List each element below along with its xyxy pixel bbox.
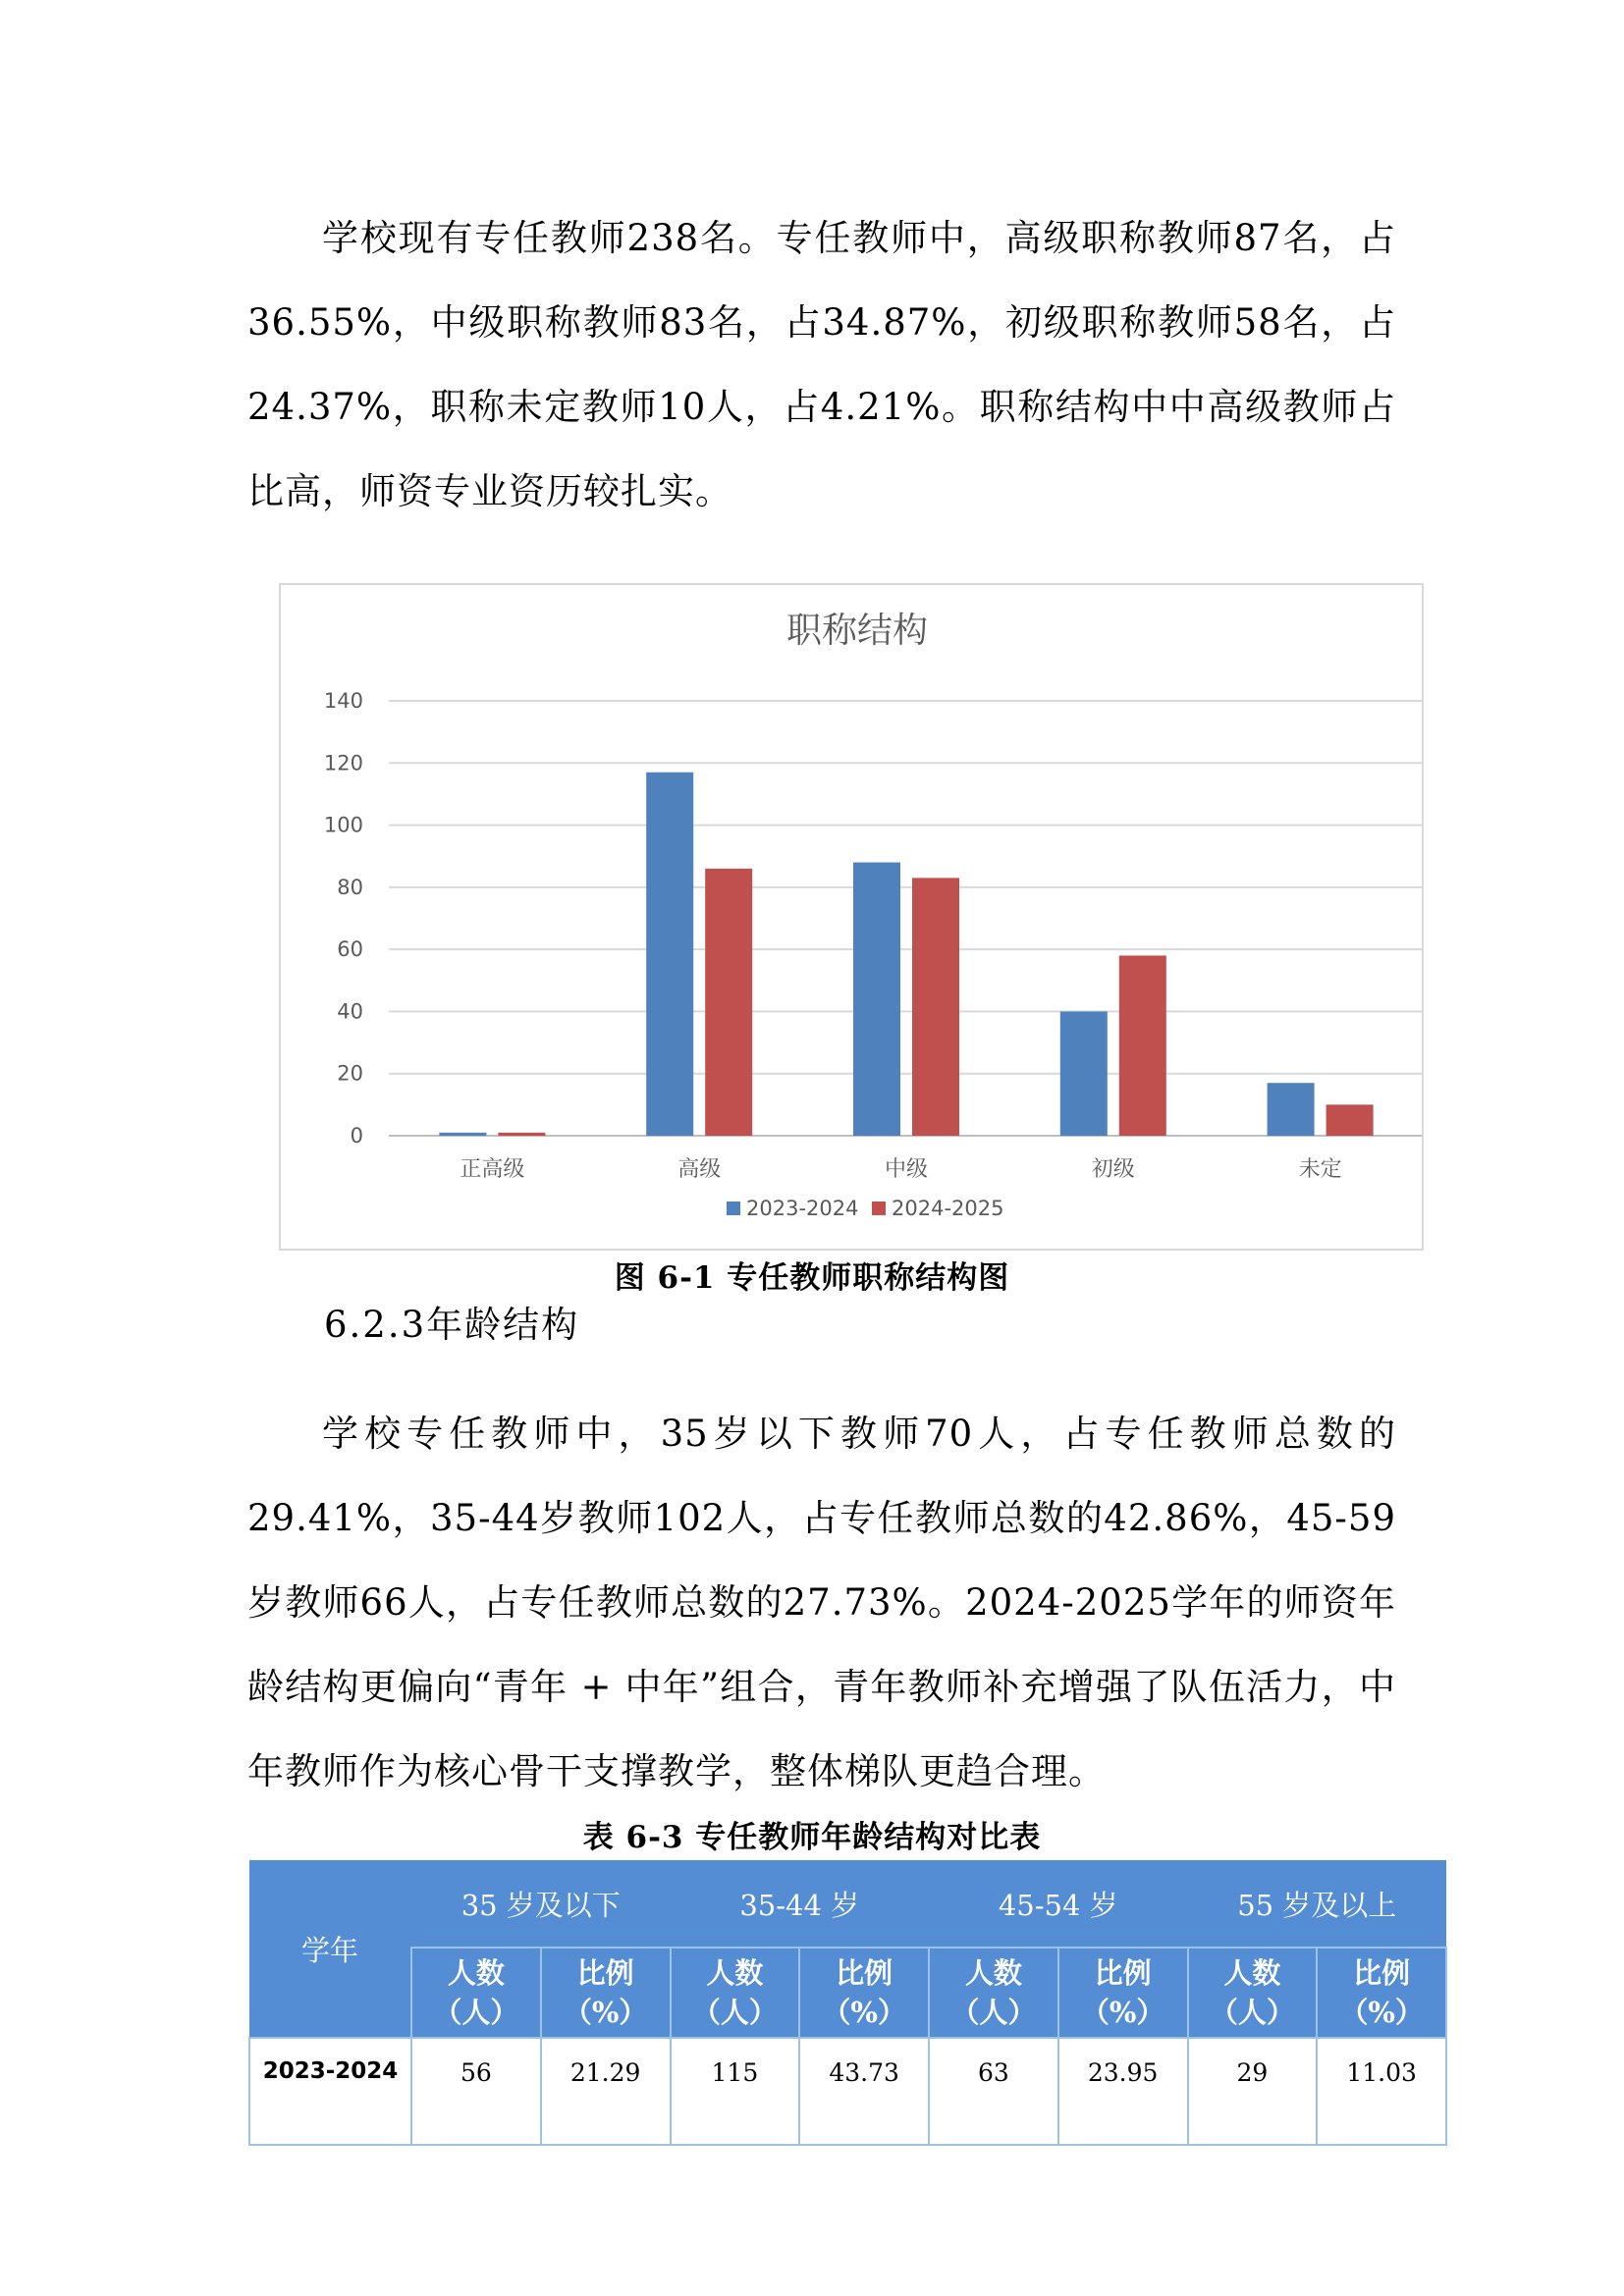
- y-tick-label: 40: [337, 999, 363, 1024]
- bar: [646, 773, 693, 1136]
- group-header: 35-44 岁: [671, 1860, 930, 1948]
- count-cell: 56: [411, 2038, 541, 2145]
- paragraph-text: 学校专任教师中，35岁以下教师70人，占专任教师总数的29.41%，35-44岁教师102人，占专任教师总数的42.86%，45-59岁教师66人，占专任教师总数的27.73%。2024-2025学年的师资年龄结构更偏向“青年 + 中年”组合，青年教师补充增强了队伍活力，中年教师作为核心骨干支撑教学，整体梯队更趋合理。: [247, 1413, 1396, 1792]
- x-tick-label: 正高级: [460, 1157, 525, 1182]
- year-cell: 2023-2024: [249, 2038, 411, 2145]
- bar: [1268, 1083, 1315, 1136]
- chart-svg: [281, 585, 1422, 1249]
- age-paragraph: [247, 1392, 1396, 1814]
- ratio-header: 比例（%）: [799, 1948, 929, 2038]
- paragraph-text: 学校现有专任教师238名。专任教师中，高级职称教师87名，占36.55%，中级职称教师83名，占34.87%，初级职称教师58名，占24.37%，职称未定教师10人，占4.21%。职称结构中中高级教师占比高，师资专业资历较扎实。: [247, 217, 1396, 512]
- y-tick-label: 120: [323, 751, 363, 775]
- bar: [439, 1133, 486, 1136]
- count-header: 人数（人）: [929, 1948, 1058, 2038]
- x-tick-label: 未定: [1298, 1157, 1342, 1182]
- table-subheader-row: [249, 1948, 1446, 2038]
- legend-label: 2024-2025: [892, 1197, 1004, 1220]
- ratio-header: 比例（%）: [1317, 1948, 1446, 2038]
- intro-paragraph: [247, 196, 1396, 534]
- bar: [705, 869, 752, 1136]
- chart-title: 职称结构: [785, 611, 929, 651]
- group-header: 45-54 岁: [929, 1860, 1188, 1948]
- table-header-row: [249, 1860, 1446, 1948]
- figure-caption: 图 6-1 专任教师职称结构图: [614, 1260, 1010, 1296]
- table-caption: 表 6-3 专任教师年龄结构对比表: [582, 1820, 1042, 1855]
- count-header: 人数（人）: [411, 1948, 541, 2038]
- y-tick-label: 20: [337, 1061, 363, 1086]
- year-header: 学年: [249, 1860, 411, 2038]
- ratio-cell: 11.03: [1317, 2038, 1446, 2145]
- ratio-cell: 43.73: [799, 2038, 929, 2145]
- section-heading: 6.2.3年龄结构: [324, 1304, 580, 1346]
- count-header: 人数（人）: [1188, 1948, 1318, 2038]
- group-header: 55 岁及以上: [1188, 1860, 1447, 1948]
- age-structure-table: [248, 1860, 1447, 2146]
- bar: [853, 863, 900, 1136]
- bar: [1326, 1104, 1374, 1136]
- bar: [1119, 955, 1166, 1136]
- y-tick-label: 60: [337, 937, 363, 962]
- ratio-cell: 21.29: [541, 2038, 671, 2145]
- bar: [1060, 1011, 1108, 1136]
- y-tick-label: 100: [323, 813, 363, 837]
- y-tick-label: 140: [323, 689, 363, 713]
- y-tick-label: 0: [350, 1124, 363, 1148]
- x-tick-label: 中级: [884, 1157, 929, 1182]
- ratio-header: 比例（%）: [541, 1948, 671, 2038]
- group-header: 35 岁及以下: [411, 1860, 671, 1948]
- y-tick-label: 80: [337, 875, 363, 899]
- table-row: [249, 2038, 1446, 2145]
- count-cell: 63: [929, 2038, 1058, 2145]
- count-cell: 29: [1188, 2038, 1318, 2145]
- legend-swatch: [872, 1201, 886, 1215]
- bar: [912, 878, 959, 1136]
- bar: [498, 1133, 545, 1136]
- count-cell: 115: [671, 2038, 800, 2145]
- legend-label: 2023-2024: [746, 1197, 859, 1220]
- count-header: 人数（人）: [671, 1948, 800, 2038]
- legend-swatch: [727, 1201, 740, 1215]
- title-structure-chart: [279, 583, 1424, 1251]
- x-tick-label: 高级: [677, 1157, 722, 1182]
- ratio-header: 比例（%）: [1058, 1948, 1188, 2038]
- ratio-cell: 23.95: [1058, 2038, 1188, 2145]
- x-tick-label: 初级: [1091, 1157, 1135, 1182]
